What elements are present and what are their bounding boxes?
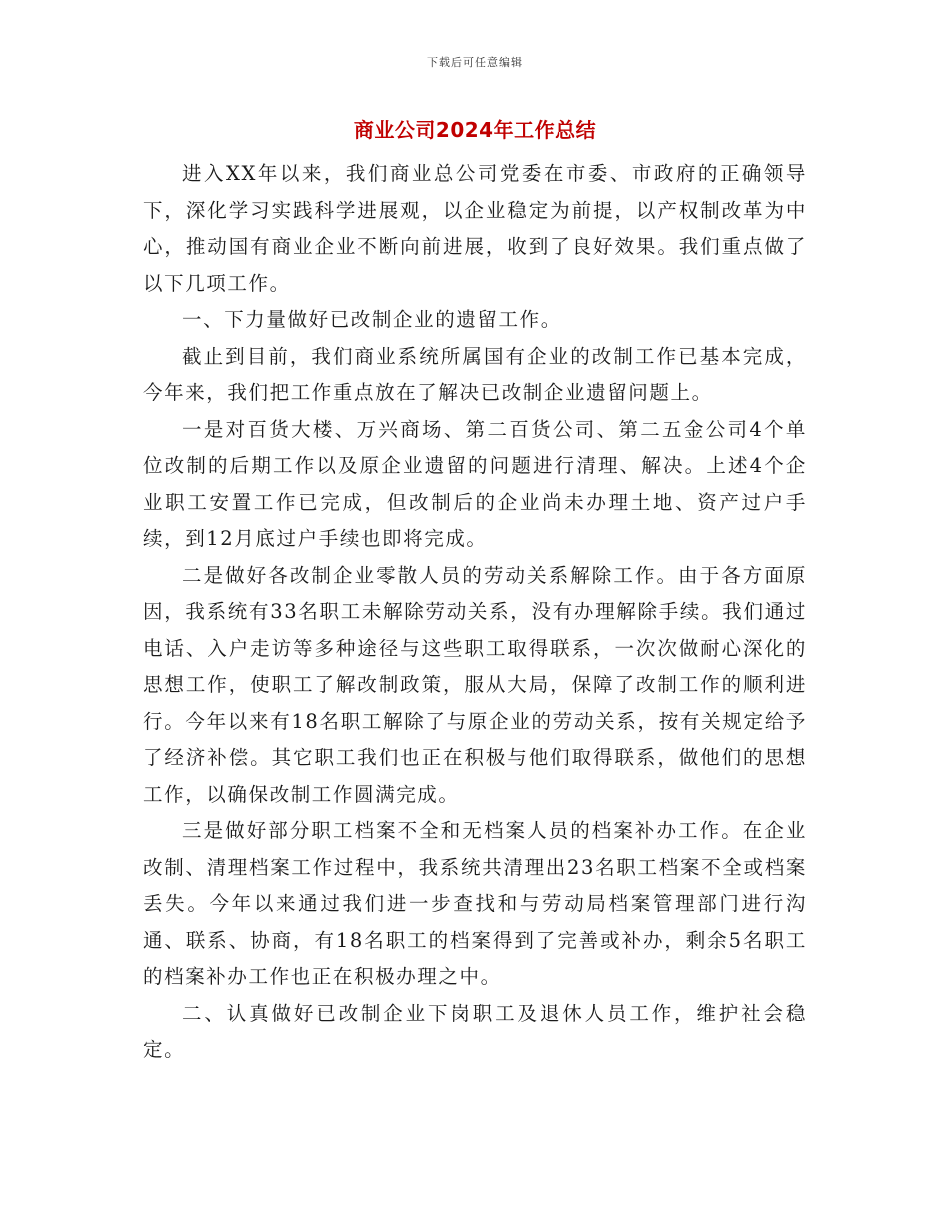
paragraph-intro: 进入XX年以来，我们商业总公司党委在市委、市政府的正确领导下，深化学习实践科学进展观，以企业稳定为前提，以产权制改革为中心，推动国有商业企业不断向前进展，收到了良好效果。我们重点做了以下几项工作。 <box>143 162 807 295</box>
document-title: 商业公司2024年工作总结 <box>353 118 597 142</box>
paragraph: 一是对百货大楼、万兴商场、第二百货公司、第二五金公司4个单位改制的后期工作以及原企业遗留的问题进行清理、解决。上述4个企业职工安置工作已完成，但改制后的企业尚未办理土地、资产过户手续，到12月底过户手续也即将完成。 <box>143 417 807 550</box>
section-heading-1: 一、下力量做好已改制企业的遗留工作。 <box>182 308 562 331</box>
paragraph: 三是做好部分职工档案不全和无档案人员的档案补办工作。在企业改制、清理档案工作过程中，我系统共清理出23名职工档案不全或档案丢失。今年以来通过我们进一步查找和与劳动局档案管理部门进行沟通、联系、协商，有18名职工的档案得到了完善或补办，剩余5名职工的档案补办工作也正在积极办理之中。 <box>143 819 807 988</box>
section-heading-2: 二、认真做好已改制企业下岗职工及退休人员工作，维护社会稳定。 <box>143 1001 807 1061</box>
header-note: 下载后可任意编辑 <box>427 56 523 69</box>
paragraph: 二是做好各改制企业零散人员的劳动关系解除工作。由于各方面原因，我系统有33名职工未解除劳动关系，没有办理解除手续。我们通过电话、入户走访等多种途径与这些职工取得联系，一次次做耐心深化的思想工作，使职工了解改制政策，服从大局，保障了改制工作的顺利进行。今年以来有18名职工解除了与原企业的劳动关系，按有关规定给予了经济补偿。其它职工我们也正在积极与他们取得联系，做他们的思想工作，以确保改制工作圆满完成。 <box>143 563 807 806</box>
document-body <box>143 156 807 1069</box>
paragraph: 截止到目前，我们商业系统所属国有企业的改制工作已基本完成，今年来，我们把工作重点放在了解决已改制企业遗留问题上。 <box>143 344 807 404</box>
